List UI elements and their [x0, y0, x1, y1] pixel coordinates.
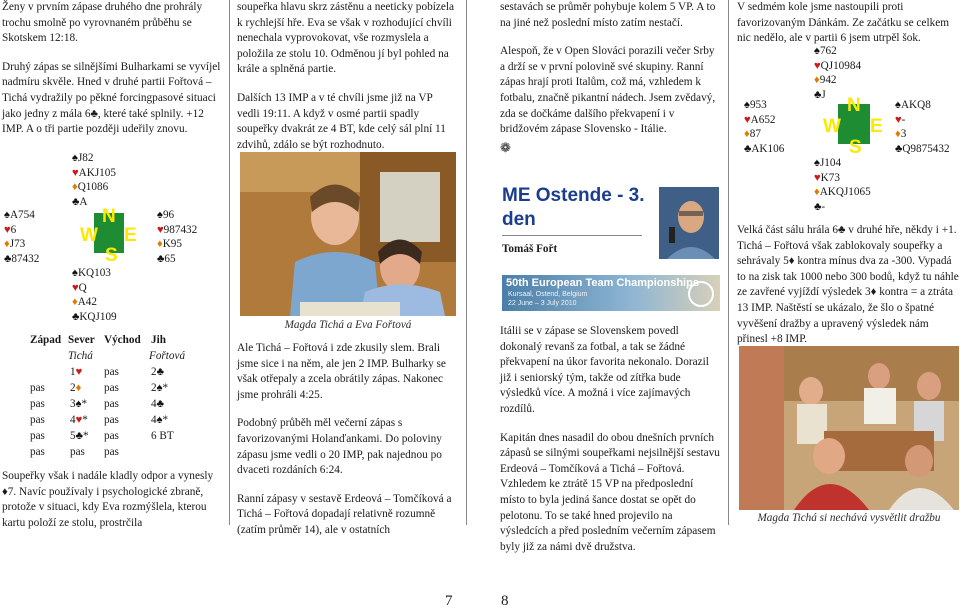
- card-holding: 87: [749, 128, 761, 141]
- suit-line: [72, 166, 116, 181]
- suit-symbol-icon: ♦: [814, 74, 820, 87]
- flower-ornament-icon: ❁: [500, 139, 511, 155]
- compass-s: S: [849, 137, 862, 158]
- card-holding: Q1086: [77, 181, 109, 194]
- card-holding: AKQ8: [900, 99, 931, 111]
- suit-line: [744, 113, 784, 128]
- suit-symbol-icon: ♦: [744, 128, 750, 141]
- author: Tomáš Fořt: [502, 243, 558, 255]
- suit-line: [4, 208, 39, 223]
- bid-cell: 2♠*: [151, 382, 169, 394]
- suit-symbol-icon: ♦: [157, 238, 163, 251]
- card-holding: A42: [77, 296, 97, 309]
- suit-symbol-icon: ♦: [4, 238, 10, 251]
- suit-symbol-icon: ♣: [157, 252, 165, 265]
- bid-cell: pas: [104, 366, 119, 378]
- suit-symbol-icon: ♥: [814, 59, 821, 72]
- bid-cell: 4♠*: [151, 414, 169, 426]
- suit-symbol-icon: ♠: [814, 157, 820, 169]
- suit-symbol-icon: ♦: [72, 296, 78, 309]
- bid-cell: 6 BT: [151, 430, 174, 442]
- card-holding: -: [821, 200, 826, 213]
- suit-line: [4, 223, 39, 238]
- suit-line: [814, 73, 861, 88]
- paragraph: Alespoň, že v Open Slováci porazili večer Srby a drží se v první polovině své skupiny. Ranní zápas hrají proti Italům, což má, vzhledem k fotbalu, značně pikantní nádech. Jsem zvědavý, zda se dočkáme dalšího překvapení i v bridžovém zápase Slovensko - Itálie.: [500, 45, 716, 136]
- card-holding: 65: [164, 252, 176, 265]
- bid-cell: 4♥*: [70, 414, 88, 426]
- suit-symbol-icon: ♠: [72, 267, 78, 279]
- card-holding: K95: [162, 238, 182, 251]
- paragraph: V sedmém kole jsme nastoupili proti favorizovaným Dánkám. Ze začátku se celkem nic nedělo, ale v partii 6 jsem utrpěl šok.: [737, 1, 950, 45]
- suit-line: [157, 208, 197, 223]
- page-number-right: 8: [501, 593, 509, 609]
- suit-symbol-icon: ♥: [75, 414, 83, 426]
- suit-line: [72, 295, 117, 310]
- suit-symbol-icon: ♠: [814, 45, 820, 57]
- paragraph: Soupeřky však i nadále kladly odpor a vynesly ♦7. Navíc používaly i psychologické zbraně, protože v situaci, kdy Eva rozmýšlela, kterou kartu položí ze stolu, prostrčila: [2, 470, 214, 529]
- card-holding: 96: [162, 209, 175, 221]
- card-holding: 942: [819, 74, 837, 87]
- suit-symbol-icon: ♣: [895, 142, 903, 155]
- column-2-bottom: [237, 341, 457, 552]
- suit-line: [72, 151, 116, 166]
- suit-symbol-icon: ♥: [157, 223, 164, 236]
- bid-cell: pas: [30, 430, 45, 442]
- suit-symbol-icon: ♣: [72, 310, 80, 323]
- suit-symbol-icon: ♥: [895, 113, 902, 126]
- suit-line: [72, 180, 116, 195]
- suit-line: [744, 142, 784, 157]
- card-holding: KQ103: [77, 267, 111, 279]
- card-holding: J: [821, 88, 826, 101]
- compass-e: E: [870, 116, 883, 137]
- suit-line: [814, 200, 871, 215]
- suit-symbol-icon: ♥: [72, 166, 79, 179]
- card-holding: QJ10984: [820, 59, 862, 72]
- suit-line: [895, 142, 950, 157]
- paragraph: Ženy v prvním zápase druhého dne prohrály trochu smolně po vyrovnaném průběhu se Skotskem 12:18.: [2, 1, 203, 45]
- bid-cell: 4♣: [151, 398, 164, 410]
- title-rule: [502, 235, 642, 236]
- suit-symbol-icon: ♠: [157, 209, 163, 221]
- card-holding: J73: [9, 238, 26, 251]
- photo-players: [240, 152, 456, 316]
- card-holding: Q: [78, 281, 87, 294]
- card-holding: KQJ109: [79, 310, 117, 323]
- compass-n: N: [847, 95, 861, 116]
- bid-player: Fořtová: [149, 350, 186, 362]
- banner-date: 22 June – 3 July 2010: [508, 300, 577, 307]
- card-holding: Q9875432: [902, 142, 950, 155]
- paragraph: soupeřka hlavu skrz zástěnu a neeticky pobízela k rychlejší hře. Eva se však v rozhodující chvíli nenechala vyprovokovat, vše rozmyslela a položila ze stolu 10. Odměnou jí byl pohled na krále a splněná partie.: [237, 1, 455, 76]
- suit-symbol-icon: ♦: [895, 128, 901, 141]
- column-1: [2, 0, 224, 151]
- bid-cell: pas: [30, 398, 45, 410]
- compass-e: E: [124, 225, 137, 246]
- suit-symbol-icon: ♣: [72, 195, 80, 208]
- suit-symbol-icon: ♠: [895, 99, 901, 111]
- bid-header: Jih: [151, 334, 166, 346]
- suit-symbol-icon: ♥: [72, 281, 79, 294]
- suit-line: [157, 252, 197, 267]
- bid-cell: pas: [104, 414, 119, 426]
- bid-cell: pas: [104, 398, 119, 410]
- column-3-bottom: [500, 324, 720, 568]
- compass-card: [823, 95, 883, 158]
- card-holding: A: [79, 195, 88, 208]
- suit-symbol-icon: ♠: [4, 209, 10, 221]
- suit-line: [814, 171, 871, 186]
- bid-header: Sever: [68, 334, 95, 346]
- column-4-middle: [737, 223, 959, 361]
- suit-symbol-icon: ♦: [75, 382, 82, 394]
- bid-cell: 5♣*: [70, 430, 89, 442]
- paragraph: Ale Tichá – Fořtová i zde zkusily slem. Brali jsme sice i na něm, ale jen 2 IMP. Bulharky se však otřepaly a zcela obrátily zápas. Nakonec jsme prohráli 4:25.: [237, 342, 446, 401]
- card-holding: J104: [819, 157, 842, 169]
- article-title: ME Ostende - 3. den: [502, 185, 645, 230]
- suit-symbol-icon: ♥: [75, 366, 83, 378]
- paragraph: Dalších 13 IMP a v té chvíli jsme již na VP vedli 19:11. A když v osmé partii spadly soupeřky dvakrát ze 4 BT, kde celý sál plní 11 zdvihů, zdálo se být rozhodnuto.: [237, 91, 446, 151]
- suit-symbol-icon: ♣: [156, 398, 164, 410]
- suit-line: [4, 237, 39, 252]
- suit-symbol-icon: ♠: [156, 382, 163, 394]
- suit-line: [744, 98, 784, 113]
- column-3: [500, 0, 720, 155]
- paragraph: Ranní zápasy v sestavě Erdeová – Tomčíková a Tichá – Fořtová dopadají relativně rozumně (zatím průměr 14), ale v ostatních: [237, 492, 452, 536]
- suit-line: [157, 237, 197, 252]
- hand-south: [72, 266, 117, 324]
- bid-cell: 1♥: [70, 366, 83, 378]
- paragraph: Velká část sálu hrála 6♣ v druhé hře, někdy i +1. Tichá – Fořtová však zablokovaly soupeřky a sehrávaly 5♦ kontra mínus dva za -300. Vypadá to na zisk tak 1000 nebo 300 bodů, když tu náhle ze zavřené vyjíždí výsledek 3♦ kontra = a ztráta 13 IMP. Naštěstí se ukázalo, že šlo o špatné vyvěšení dražby a upravený výsledek nám přinesl +8 IMP.: [737, 224, 959, 346]
- compass-w: W: [823, 116, 841, 137]
- suit-line: [814, 156, 871, 171]
- suit-symbol-icon: ♥: [744, 113, 751, 126]
- suit-symbol-icon: ♦: [72, 181, 78, 194]
- suit-line: [744, 127, 784, 142]
- bid-cell: pas: [30, 446, 45, 458]
- suit-symbol-icon: ♣: [744, 142, 752, 155]
- column-2: [237, 0, 457, 166]
- card-holding: J82: [77, 152, 94, 164]
- bid-player: Tichá: [68, 350, 93, 362]
- page-number-left: 7: [445, 593, 453, 609]
- suit-line: [4, 252, 39, 267]
- bid-cell: 3♠*: [70, 398, 88, 410]
- bid-cell: pas: [70, 446, 85, 458]
- card-holding: 953: [749, 99, 767, 111]
- suit-line: [895, 98, 950, 113]
- suit-symbol-icon: ♦: [814, 186, 820, 199]
- suit-line: [72, 266, 117, 281]
- paragraph: Podobný průběh měl večerní zápas s favorizovanými Holanďankami. Do poloviny zápasu jsme vedli o 20 IMP, pak najednou po dvaceti rozdáních 6:24.: [237, 417, 442, 477]
- card-holding: K73: [820, 171, 840, 184]
- paragraph: Kapitán dnes nasadil do obou dnešních prvních zápasů se silnými soupeřkami nejsilnější sestavu Erdeová – Tomčíková a Tichá – Fořtová. Vzhledem ke ztrátě 15 VP na předposlední místo to byla jediná šance dostat se opět do pelotonu. To se také hned projevilo na výsledcích a před posledním večerním zápasem byly již za námi dvě družstva.: [500, 431, 720, 553]
- suit-symbol-icon: ♥: [814, 171, 821, 184]
- card-holding: 6: [10, 223, 17, 236]
- bid-cell: 2♣: [151, 366, 164, 378]
- card-holding: AKJ105: [78, 166, 116, 179]
- card-holding: 762: [819, 45, 837, 57]
- paragraph: sestavách se průměr pohybuje kolem 5 VP. A to na jiné než poslední místo zatím nestačí.: [500, 1, 716, 29]
- suit-line: [895, 113, 950, 128]
- column-divider: [229, 0, 230, 525]
- card-holding: 87432: [11, 252, 40, 265]
- card-holding: A754: [9, 209, 35, 221]
- banner-logo-icon: [688, 281, 714, 307]
- compass-n: N: [102, 206, 116, 227]
- compass-w: W: [80, 225, 98, 246]
- bid-cell: pas: [30, 382, 45, 394]
- suit-line: [72, 281, 117, 296]
- hand-east: [157, 208, 197, 266]
- compass-s: S: [105, 245, 118, 266]
- column-1-bottom: [2, 469, 224, 544]
- suit-line: [157, 223, 197, 238]
- suit-symbol-icon: ♣: [4, 252, 12, 265]
- card-holding: -: [901, 113, 906, 126]
- bid-cell: pas: [104, 430, 119, 442]
- card-holding: A652: [750, 113, 776, 126]
- compass-card: [80, 206, 137, 266]
- bid-cell: pas: [104, 446, 119, 458]
- hand-south: [814, 156, 871, 214]
- suit-line: [814, 185, 871, 200]
- suit-line: [814, 59, 861, 74]
- suit-symbol-icon: ♣: [75, 430, 83, 442]
- hand-north: [814, 44, 861, 102]
- banner-venue: Kursaal, Ostend, Belgium: [508, 291, 588, 298]
- hand-west: [744, 98, 784, 156]
- suit-symbol-icon: ♣: [156, 366, 164, 378]
- card-holding: AKQJ1065: [819, 186, 871, 199]
- suit-line: [72, 310, 117, 325]
- photo-caption: Magda Tichá a Eva Fořtová: [284, 319, 412, 331]
- column-divider: [466, 0, 467, 525]
- suit-symbol-icon: ♠: [75, 398, 82, 410]
- card-holding: AK106: [751, 142, 785, 155]
- paragraph: Druhý zápas se silnějšími Bulharkami se vyvíjel nadmíru skvěle. Hned v druhé partii Fořtová – Tichá vydražily po pěkné forcingpasové situaci jako jedny z mála 6♣, které také splnily. +12 IMP. A o tři partie později udeřily znovu.: [2, 60, 221, 136]
- suit-line: [895, 127, 950, 142]
- column-divider: [728, 0, 729, 525]
- author-photo: [659, 187, 719, 259]
- bid-cell: pas: [30, 414, 45, 426]
- card-holding: 3: [900, 128, 907, 141]
- photo-tournament-hall: [739, 346, 959, 510]
- suit-symbol-icon: ♠: [72, 152, 78, 164]
- suit-symbol-icon: ♣: [814, 88, 822, 101]
- bid-header: Západ: [30, 334, 62, 346]
- championship-banner: [502, 275, 720, 311]
- hand-west: [4, 208, 39, 266]
- paragraph: Itálii se v zápase se Slovenskem povedl dokonalý revanš za fotbal, a tak se žádné překvapení na úkor favorita nekonalo. Dorazil již i seniorský tým, takže od zítřka bude výsledků více. A možná i více zajímavých rozdílů.: [500, 325, 709, 415]
- photo-caption: Magda Tichá si nechává vysvětlit dražbu: [757, 512, 941, 524]
- suit-line: [814, 44, 861, 59]
- hand-east: [895, 98, 950, 156]
- card-holding: 987432: [163, 223, 198, 236]
- bid-cell: pas: [104, 382, 119, 394]
- suit-symbol-icon: ♣: [814, 200, 822, 213]
- hand-north: [72, 151, 116, 209]
- suit-symbol-icon: ♥: [4, 223, 11, 236]
- bid-cell: 2♦: [70, 382, 82, 394]
- suit-symbol-icon: ♠: [156, 414, 163, 426]
- suit-symbol-icon: ♠: [744, 99, 750, 111]
- bid-header: Východ: [104, 334, 141, 346]
- banner-title: 50th European Team Championships: [506, 277, 699, 289]
